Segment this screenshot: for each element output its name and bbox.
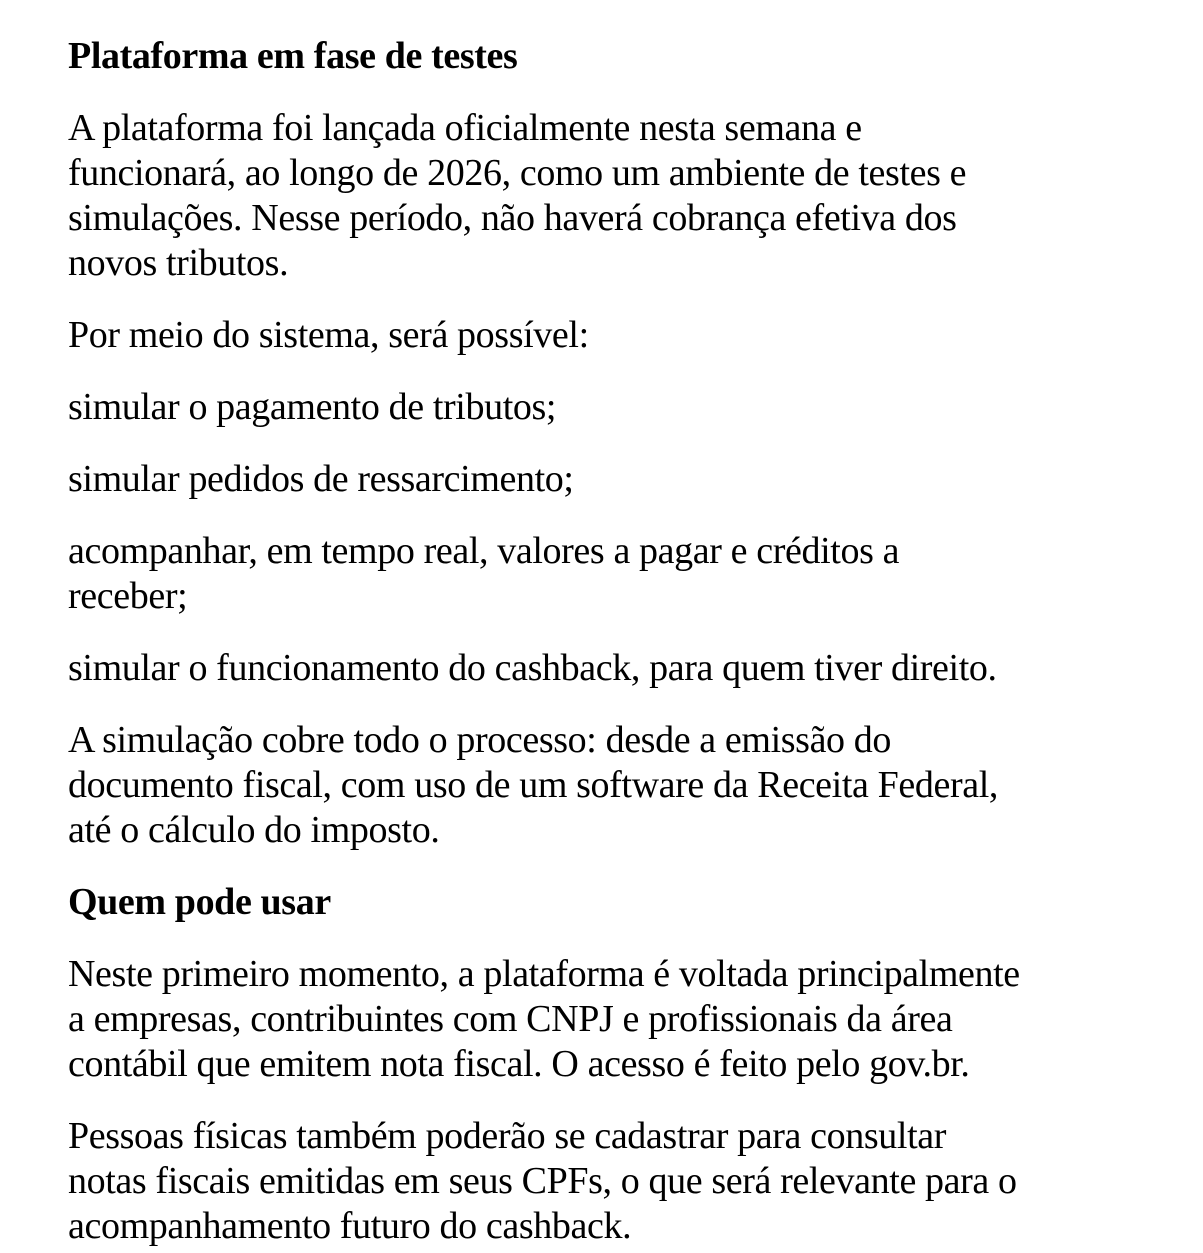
text-line: Pessoas físicas também poderão se cadastrar para consultar — [68, 1115, 947, 1157]
paragraph-simulacao-processo — [68, 718, 1145, 853]
text-line: A plataforma foi lançada oficialmente nesta semana e — [68, 107, 862, 149]
paragraph-por-meio-do-sistema — [68, 313, 1145, 358]
text-line: novos tributos. — [68, 242, 289, 284]
text-line: simular o funcionamento do cashback, para quem tiver direito. — [68, 647, 997, 689]
text-line: receber; — [68, 575, 188, 617]
paragraph-publico-alvo — [68, 952, 1145, 1087]
text-line: Neste primeiro momento, a plataforma é voltada principalmente — [68, 953, 1020, 995]
text-line: Por meio do sistema, será possível: — [68, 314, 589, 356]
paragraph-pessoas-fisicas — [68, 1114, 1145, 1249]
text-line: funcionará, ao longo de 2026, como um ambiente de testes e — [68, 152, 967, 194]
paragraph-simular-ressarcimento — [68, 457, 1145, 502]
section-heading-quem-pode-usar: Quem pode usar — [68, 881, 331, 923]
text-line: simulações. Nesse período, não haverá cobrança efetiva dos — [68, 197, 957, 239]
text-line: acompanhamento futuro do cashback. — [68, 1205, 632, 1247]
text-line: simular o pagamento de tributos; — [68, 386, 557, 428]
text-line: a empresas, contribuintes com CNPJ e profissionais da área — [68, 998, 953, 1040]
paragraph-acompanhar-valores — [68, 529, 1145, 619]
text-line: simular pedidos de ressarcimento; — [68, 458, 574, 500]
paragraph-simular-cashback — [68, 646, 1145, 691]
text-line: acompanhar, em tempo real, valores a pagar e créditos a — [68, 530, 900, 572]
section-heading-plataforma-em-fase-de-testes: Plataforma em fase de testes — [68, 35, 518, 77]
text-line: documento fiscal, com uso de um software da Receita Federal, — [68, 764, 999, 806]
paragraph-simular-pagamento — [68, 385, 1145, 430]
text-line: notas fiscais emitidas em seus CPFs, o que será relevante para o — [68, 1160, 1017, 1202]
text-line: contábil que emitem nota fiscal. O acesso é feito pelo gov.br. — [68, 1043, 970, 1085]
text-line: A simulação cobre todo o processo: desde a emissão do — [68, 719, 892, 761]
text-line: até o cálculo do imposto. — [68, 809, 440, 851]
paragraph-lancamento — [68, 106, 1145, 286]
